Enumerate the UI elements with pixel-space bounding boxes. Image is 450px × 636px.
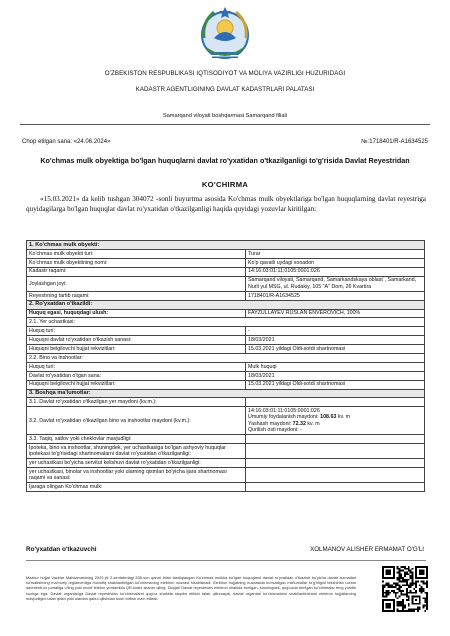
subsection-title: 2.2. Bino va inshootlar:: [27, 353, 425, 362]
table-row: [27, 309, 425, 318]
row-label: 3.2. Davlat ro'yxatidan o'tkazilgan bino va inshootlar maydoni (kv.m.):: [27, 407, 246, 435]
row-value: Turar: [246, 249, 425, 258]
row-label: Kadastr raqami:: [27, 267, 246, 276]
row-label: yer uchastkasi, binolar va inshootlar yoki ularning qismlari bo'yicha ijara shartnomasi raqami va sanasi:: [27, 468, 246, 483]
registry-table: [26, 240, 425, 492]
table-row: [27, 336, 425, 345]
table-row: [27, 318, 425, 327]
table-row: [27, 258, 425, 267]
section-row: [27, 300, 425, 309]
table-row: [27, 362, 425, 371]
qr-code-icon[interactable]: [382, 566, 428, 612]
row-label: Davlat ro'yxatidan o'tgan sana:: [27, 371, 246, 380]
table-row: [27, 435, 425, 444]
row-value: [246, 407, 425, 435]
row-value: 18/03/2021: [246, 371, 425, 380]
table-row: [27, 444, 425, 459]
footprint-area-line: Qurilish osti maydoni: -: [248, 427, 302, 434]
table-row: [27, 327, 425, 336]
row-label: Ipoteka, bino va inshootlar, shuningdek, yer uchastkasiga bo'lgan ashyoviy huquqlar ipotekasi to'g'risidagi shartnomalarni davlat ro'yxatidan o'tkazilganligi:: [27, 444, 246, 459]
row-value: [246, 398, 425, 407]
row-label: Huquqni davlat ro'yxatidan o'tkazish sanasi:: [27, 336, 246, 345]
row-value: 15.03.2021 yildagi Oldi-sotdi shartnomasi: [246, 345, 425, 354]
table-row: [27, 353, 425, 362]
state-emblem-icon: [196, 4, 254, 64]
row-value: 14:16:03:01:11:0105:0001:026: [246, 267, 425, 276]
row-label: Reyestrning tartib raqami:: [27, 291, 246, 300]
ministry-heading: O'ZBEKISTON RESPUBLIKASI IQTISODIYOT VA MOLIYA VAZIRLIGI HUZURIDAGI: [104, 70, 346, 77]
table-row: [27, 468, 425, 483]
row-value: -: [246, 327, 425, 336]
table-row: [27, 398, 425, 407]
row-label: Ijaraga olingan Ko'chmas mulk:: [27, 483, 246, 492]
row-label: Ko'chmas mulk obyektining nomi:: [27, 258, 246, 267]
footer-divider: [26, 560, 426, 561]
row-value: 18/03/2021: [246, 336, 425, 345]
row-value: [246, 459, 425, 468]
total-area-label: Umumiy foydalanish maydoni:: [248, 414, 321, 421]
living-area-unit: kv. m: [305, 420, 320, 427]
row-label: Huquqni belgilovchi hujjat rekvizitlari:: [27, 345, 246, 354]
subsection-title: 2.1. Yer uchastkasi:: [27, 318, 425, 327]
row-value: [246, 483, 425, 492]
row-label: 3.3. Taqiq, xatlov yoki cheklovlar mavjudligi:: [27, 435, 246, 444]
living-area-label: Yashash maydoni:: [248, 420, 293, 427]
table-row: [27, 483, 425, 492]
document-subtitle: KO'CHIRMA: [201, 180, 249, 189]
row-label: Joylashgan joyi:: [27, 276, 246, 291]
row-label: Ko'chmas mulk obyekti turi:: [27, 249, 246, 258]
table-row: [27, 380, 425, 389]
row-value: [246, 468, 425, 483]
row-value: [246, 444, 425, 459]
registrar-name: XOLMANOV ALISHER ERMAMAT O'G'LI: [310, 546, 424, 553]
table-row: [27, 249, 425, 258]
section-title: 3. Boshqa ma'lumotlar:: [27, 389, 425, 398]
table-row: [27, 276, 425, 291]
document-title: Ko'chmas mulk obyektiga bo'lgan huquqlarni davlat ro'yxatidan o'tkazilganligi to'g'risida Davlat Reyestridan: [40, 156, 410, 165]
table-row: [27, 291, 425, 300]
row-value: [246, 435, 425, 444]
row-value: 1718401/R-A1634525: [246, 291, 425, 300]
table-row: [27, 345, 425, 354]
row-label: Huquqni belgilovchi hujjat rekvizitlari:: [27, 380, 246, 389]
row-value: Mulk huquqi: [246, 362, 425, 371]
row-label: Huquq turi:: [27, 362, 246, 371]
print-date: Chop etilgan sana: «24.06.2024»: [22, 139, 111, 145]
intro-paragraph: «15.03.2021» da kelib tushgan 304072 -sonli buyurtma asosida Ko'chmas mulk obyektlariga bo'lgan huquqlarning davlat reyestriga quyidagilarga bo'lgan huquqlar davlat ro'yxatidan o'tkazilganligi haqida quyidagi yozuvlar kiritilgan:: [26, 195, 426, 213]
table-row: [27, 267, 425, 276]
row-value: 15.03.2021 yildagi Oldi-sotdi shartnomasi: [246, 380, 425, 389]
section-title: 1. Ko'chmas mulk obyekti:: [27, 241, 425, 250]
row-label: Huquq turi:: [27, 327, 246, 336]
total-area-value: 108.63: [320, 414, 337, 421]
row-value: Ko'p qavatli uydagi xonadon: [246, 258, 425, 267]
total-area-unit: kv. m: [336, 414, 351, 421]
row-label: 3.1. Davlat ro'yxatidan o'tkazilgan yer maydoni (kv.m.):: [27, 398, 246, 407]
registrar-label: Ro'yxatdan o'tkazuvchi: [26, 546, 97, 553]
agency-heading: KADASTR AGENTLIGINING DAVLAT KADASTRLARI PALATASI: [135, 86, 315, 93]
section-row: [27, 241, 425, 250]
branch-name: Samarqand viloyati boshqarmasi Samarqand filiali: [162, 113, 288, 119]
row-label: yer uchastkasi bo'yicha servitut kelishuvi davlat ro'yxatidan o'tkazilganligi:: [27, 459, 246, 468]
document-number: №:1718401/R-A1634525: [361, 139, 428, 145]
table-row: [27, 371, 425, 380]
footer-note: Mazkur hujjat Vazirlar Mahkamasining 2020-yil 2-sentabrdagi 535-son qarori bilan tasdiqlangan Ko'chmas mulkka bo'lgan huquqlarni davlat ro'yxatidan o'tkazish bo'yicha davlat xizmatlari ko'rsatishning ma'muriy reglamentiga muvofiq shakllantirilgan ko'chirmaning elektron nusxasi hisoblanadi. Elektron hujjatning nusxasida ko'rsatilgan ma'lumotlar to'g'riligini tekshirish uchun davreestr.uz portaliga o'ting yoki mobil telefon yordamida QR-kodni skaner qiling. Diqqat! Davlat reyestridan elektron shaklda berilgan, shuningdek, qog'ozda berilgan ko'chirmalar teng yuridik kuchga ega. Davlat organlariga Davlat reyestridan ko'chirmalarni qog'oz shaklda taqdim etilishi talab qilinmaydi, davlat organlari ko'chirmalarni shakllantirishlari elektron hujjatlarning mavjudligini talab qilish yoki ulardan qabul qilishdan bosh tortish ma'n etiladi.: [26, 575, 356, 601]
row-value: Samarqand viloyati, Samarqand, Samarkandskaya oblast`, Samarkand, Nurli yul MSG, ul. Rudakiy, 105 "A" Dom, 26 Kvartira: [246, 276, 425, 291]
row-label: Huquq egasi, huquqdagi ulush:: [27, 309, 246, 318]
header-divider: [20, 124, 430, 125]
table-row: [27, 459, 425, 468]
table-row: [27, 407, 425, 435]
row-value: FAYZULLAYEV RUSLAN ENVEROVICH, 100%: [246, 309, 425, 318]
cadastral-number: 14:16:03:01:11:0105:0001:026: [248, 408, 320, 415]
living-area-value: 72.32: [292, 420, 306, 427]
section-row: [27, 389, 425, 398]
section-title: 2. Ro'yxatdan o'tkazildi:: [27, 300, 425, 309]
